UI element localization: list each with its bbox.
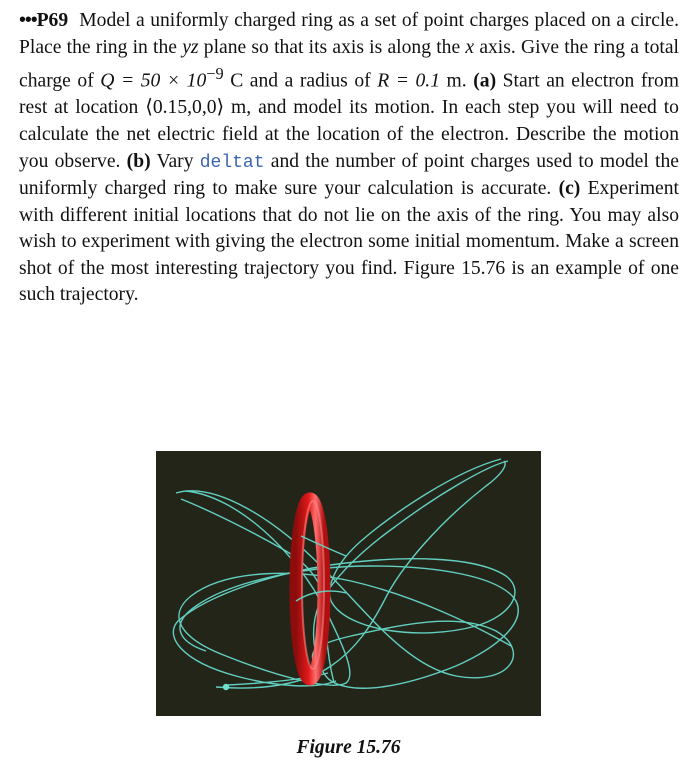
trajectory-figure xyxy=(156,451,541,716)
electron-icon xyxy=(223,684,229,690)
part-b-text-1: Vary xyxy=(150,150,200,172)
radius-expression: R = 0.1 xyxy=(377,70,440,92)
charge-exponent: −9 xyxy=(206,64,224,84)
figure-caption: Figure 15.76 xyxy=(296,737,401,758)
problem-sentence-1: Model a uniformly charged ring as a set of point charges placed on a circle. Place the ring in the xyxy=(19,10,679,58)
start-location: ⟨0.15,0,0⟩ xyxy=(145,97,225,119)
part-c-text: Experiment with different initial locations that do not lie on the axis of the ring. You may also wish to experiment with giving the electron some initial momentum. Make a screen shot of the most interesting trajectory you find. Figure 15.76 is an example of one such trajectory. xyxy=(19,178,679,306)
problem-text xyxy=(19,8,679,309)
code-variable-deltat: deltat xyxy=(199,152,265,173)
problem-id: P69 xyxy=(36,10,69,31)
axis-label: x xyxy=(465,36,475,58)
plane-label: yz xyxy=(182,36,199,58)
part-b-label: (b) xyxy=(126,150,151,172)
problem-sentence-4: C and a radius of xyxy=(223,70,378,92)
charge-expression: Q = 50 × 10 xyxy=(100,70,207,92)
trajectory-svg xyxy=(156,451,541,716)
problem-sentence-5: m. xyxy=(440,70,474,92)
charged-ring xyxy=(296,499,324,679)
difficulty-marks: ••• xyxy=(19,10,37,31)
problem-sentence-3: axis. Give the ring a total charge of xyxy=(19,36,679,92)
part-a-label: (a) xyxy=(473,70,497,92)
part-b-text-2: and the number of point charges used to model the uniformly charged ring to make sure your calculation is accurate. xyxy=(19,150,679,200)
trajectory-loop-6 xyxy=(181,499,334,683)
part-a-text-2: m, and model its motion. In each step you will need to calculate the net electric field at the location of the electron. Describe the motion you observe. xyxy=(19,97,679,172)
electron-trajectory xyxy=(173,459,518,688)
trajectory-loop-3 xyxy=(180,461,518,688)
problem-sentence-2: plane so that its axis is along the xyxy=(198,36,466,58)
part-a-text-1: Start an electron from rest at location xyxy=(19,70,679,119)
part-c-label: (c) xyxy=(558,178,581,200)
